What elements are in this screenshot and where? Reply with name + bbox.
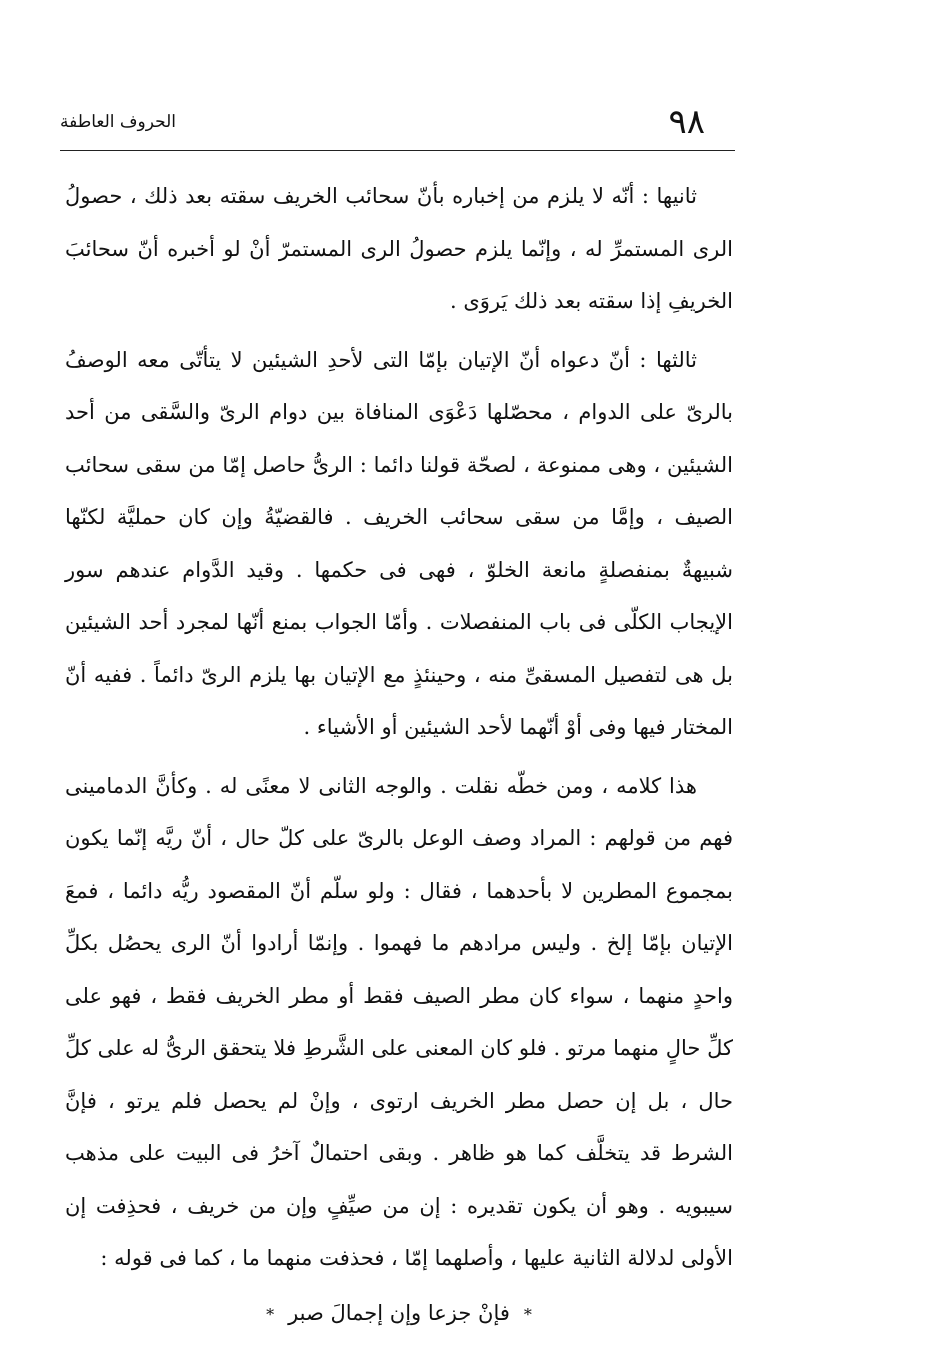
paragraph-third-point: ثالثها : أنّ دعواه أنّ الإتيان بإمّا التى لأحدِ الشيئين لا يتأتّى معه الوصفُ بالرىّ على الدوام ، محصّلها دَعْوَى المنافاة بين دوام الرىّ والسَّقى من أحد الشيئين ، وهى ممنوعة ، لصحّة قولنا دائما : الرىُّ حاصل إمّا من سقى سحائب الصيف ، وإمَّا من سقى سحائب الخريف . فالقضيّةُ وإن كان حمليَّة لكنّها شبيهةٌ بمنفصلةٍ مانعة الخلوّ ، فهى فى حكمها . وقيد الدَّوام عندهم سور الإيجاب الكلّى فى باب المنفصلات . وأمّا الجواب بمنع أنّها لمجرد أحد الشيئين بل هى لتفصيل المسقىِّ منه ، وحينئذٍ مع الإتيان بها يلزم الرىّ دائماً . ففيه أنّ المختار فيها وفى أوْ أنّهما لأحد الشيئين أو الأشياء . [65,347,733,739]
body-text [65,170,733,1341]
running-title: الحروف العاطفة [60,112,177,132]
page-number: ٩٨ [668,102,705,142]
verse-star-right: * [523,1304,532,1324]
page-header [60,100,735,151]
verse-star-left: * [266,1304,275,1324]
paragraph-commentary: هذا كلامه ، ومن خطّه نقلت . والوجه الثانى لا معنًى له . وكأنَّ الدمامينى فهم من قولهم : المراد وصف الوعل بالرىّ على كلّ حال ، أنّ ريَّه إنّما يكون بمجموع المطرين لا بأحدهما ، فقال : ولو سلّم أنّ المقصود ريُّه دائما ، فمعَ الإتيان بإمّا إلخ . وليس مرادهم ما فهموا . وإنمّا أرادوا أنّ الرى يحصُل بكلِّ واحدٍ منهما ، سواء كان مطر الصيف فقط أو مطر الخريف فقط ، فهو على كلِّ حالٍ منهما مرتو . فلو كان المعنى على الشَّرطِ فلا يتحقق الرىُّ له على كلِّ حال ، بل إن حصل مطر الخريف ارتوى ، وإنْ لم يحصل فلم يرتو ، فإنَّ الشرط قد يتخلَّف كما هو ظاهر . وبقى احتمالٌ آخرُ فى البيت على مذهب سيبويه . وهو أن يكون تقديره : إن من صيِّفٍ وإن من خريف ، فحذِفت إن الأولى لدلالة الثانية عليها ، وأصلهما إمّا ، فحذفت منهما ما ، كما فى قوله : [65,773,733,1270]
paragraph-second-point: ثانيها : أنّه لا يلزم من إخباره بأنّ سحائب الخريف سقته بعد ذلك ، حصولُ الرى المستمرِّ له ، وإنّما يلزم حصولُ الرى المستمرّ أنْ لو أخبره أنّ سحائبَ الخريفِ إذا سقته بعد ذلك يَروَى . [65,184,733,313]
verse-line [65,1287,733,1342]
verse-text: فإنْ جزعا وإن إجمالَ صبر [288,1300,510,1325]
